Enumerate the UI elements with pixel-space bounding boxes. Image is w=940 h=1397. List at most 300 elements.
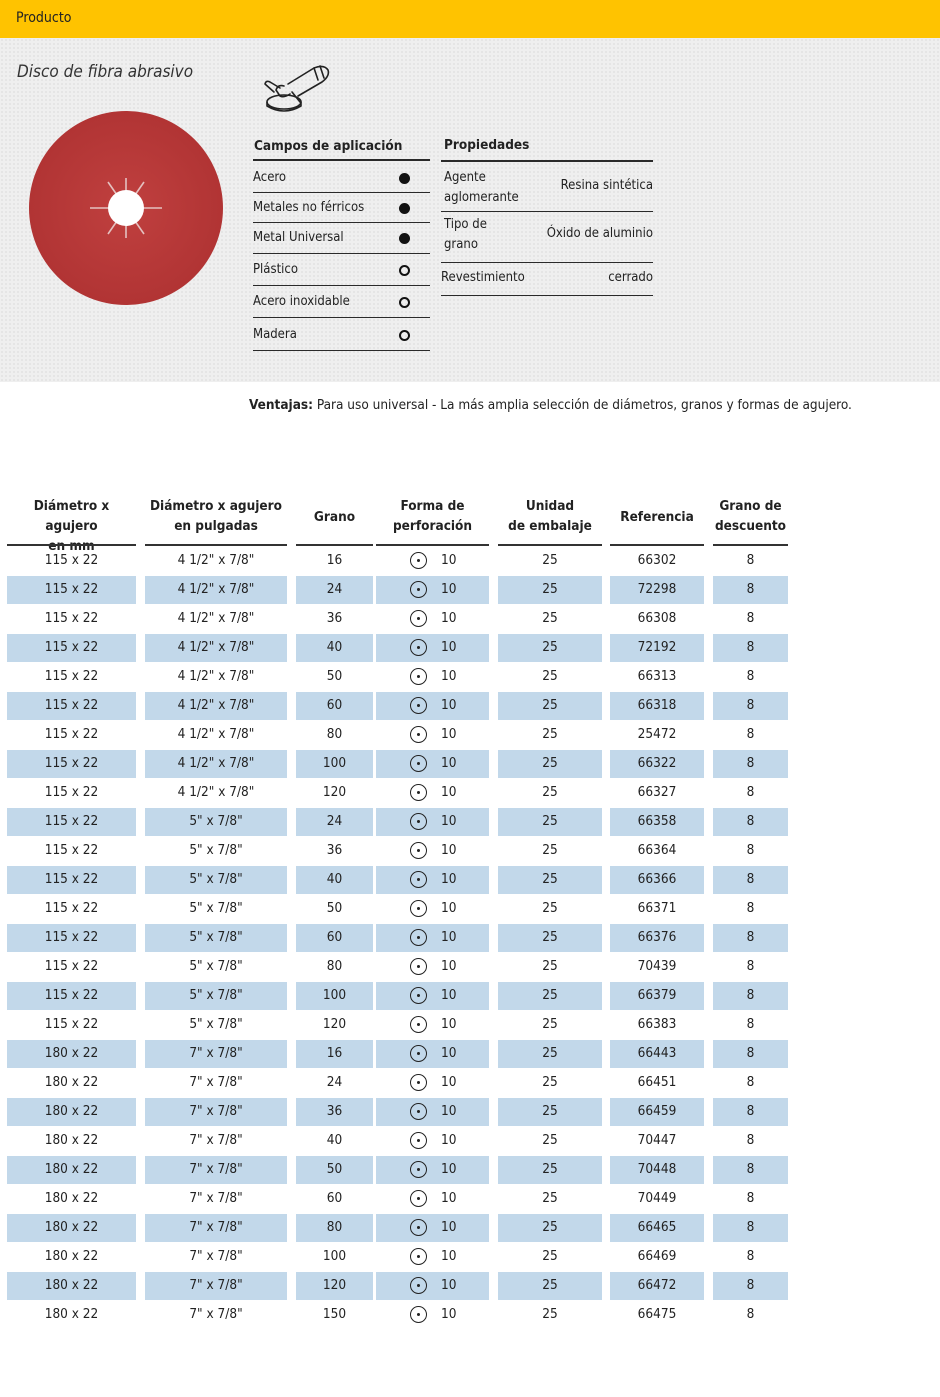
cell-grit: 16 (326, 552, 343, 568)
cell-pack-unit: 25 (542, 639, 558, 655)
cell-reference: 66475 (637, 1306, 677, 1322)
header-line: Diámetro x agujero (149, 498, 283, 514)
cell-diameter-mm: 115 x 22 (44, 726, 99, 742)
divider (441, 262, 653, 263)
cell-reference: 25472 (637, 726, 677, 742)
cell-reference: 72298 (637, 581, 677, 597)
cell-reference: 72192 (637, 639, 677, 655)
cell-pack-unit: 25 (542, 987, 558, 1003)
perforation-count: 10 (441, 987, 457, 1003)
cell-reference: 70439 (637, 958, 677, 974)
cell-discount-grit: 8 (746, 581, 755, 597)
cell-reference: 66366 (637, 871, 677, 887)
divider (253, 192, 430, 193)
header-line: Grano (313, 509, 356, 525)
perforation-count: 10 (441, 1045, 457, 1061)
cell-diameter-mm: 180 x 22 (44, 1190, 99, 1206)
properties-title: Propiedades (444, 137, 530, 153)
cell-diameter-inch: 4 1/2" x 7/8" (177, 639, 255, 655)
cell-reference: 66451 (637, 1074, 677, 1090)
property-row (441, 168, 653, 210)
perforation-icon (410, 987, 427, 1004)
cell-perforation (376, 952, 489, 981)
cell-discount-grit: 8 (746, 900, 755, 916)
cell-perforation (376, 865, 489, 894)
perforation-count: 10 (441, 871, 457, 887)
cell-pack-unit: 25 (542, 697, 558, 713)
cell-diameter-mm: 180 x 22 (44, 1248, 99, 1264)
cell-pack-unit: 25 (542, 1248, 558, 1264)
cell-grit: 50 (326, 668, 343, 684)
cell-perforation (376, 662, 489, 691)
perforation-icon (410, 1103, 427, 1120)
cell-reference: 66376 (637, 929, 677, 945)
perforation-count: 10 (441, 639, 457, 655)
perforation-icon (410, 929, 427, 946)
cell-perforation (376, 1039, 489, 1068)
header-perforation (376, 496, 489, 536)
application-label: Madera (253, 327, 297, 342)
application-row (253, 294, 430, 324)
perforation-icon (410, 1248, 427, 1265)
cell-grit: 16 (326, 1045, 343, 1061)
cell-grit: 50 (326, 1161, 343, 1177)
cell-diameter-inch: 7" x 7/8" (189, 1306, 243, 1322)
property-value: Resina sintética (560, 178, 653, 193)
property-key: Revestimiento (441, 270, 525, 285)
cell-pack-unit: 25 (542, 871, 558, 887)
cell-diameter-inch: 5" x 7/8" (189, 929, 243, 945)
cell-discount-grit: 8 (746, 929, 755, 945)
cell-diameter-mm: 115 x 22 (44, 639, 99, 655)
angle-grinder-icon (262, 62, 334, 118)
cell-grit: 50 (326, 900, 343, 916)
cell-perforation (376, 807, 489, 836)
cell-pack-unit: 25 (542, 784, 558, 800)
cell-diameter-inch: 7" x 7/8" (189, 1132, 243, 1148)
divider (441, 160, 653, 162)
perforation-count: 10 (441, 929, 457, 945)
cell-reference: 70449 (637, 1190, 677, 1206)
header-line: de embalaje (508, 518, 592, 534)
cell-pack-unit: 25 (542, 813, 558, 829)
cell-discount-grit: 8 (746, 726, 755, 742)
cell-discount-grit: 8 (746, 1045, 755, 1061)
perforation-count: 10 (441, 900, 457, 916)
cell-discount-grit: 8 (746, 639, 755, 655)
filled-dot-icon (399, 203, 410, 214)
cell-discount-grit: 8 (746, 1074, 755, 1090)
property-value: Óxido de aluminio (546, 226, 653, 241)
cell-diameter-inch: 7" x 7/8" (189, 1103, 243, 1119)
cell-perforation (376, 575, 489, 604)
property-row (441, 215, 653, 257)
perforation-icon (410, 581, 427, 598)
cell-diameter-inch: 4 1/2" x 7/8" (177, 552, 255, 568)
cell-discount-grit: 8 (746, 1132, 755, 1148)
cell-grit: 36 (326, 610, 343, 626)
cell-diameter-mm: 115 x 22 (44, 552, 99, 568)
cell-reference: 66383 (637, 1016, 677, 1032)
cell-diameter-mm: 180 x 22 (44, 1103, 99, 1119)
cell-diameter-mm: 180 x 22 (44, 1074, 99, 1090)
perforation-count: 10 (441, 958, 457, 974)
perforation-icon (410, 755, 427, 772)
cell-pack-unit: 25 (542, 726, 558, 742)
cell-pack-unit: 25 (542, 929, 558, 945)
perforation-count: 10 (441, 1016, 457, 1032)
cell-reference: 70447 (637, 1132, 677, 1148)
cell-diameter-inch: 7" x 7/8" (189, 1190, 243, 1206)
application-row (253, 170, 430, 200)
cell-perforation (376, 1155, 489, 1184)
cell-grit: 100 (322, 1248, 347, 1264)
cell-grit: 24 (326, 581, 343, 597)
perforation-count: 10 (441, 1306, 457, 1322)
cell-discount-grit: 8 (746, 842, 755, 858)
perforation-count: 10 (441, 668, 457, 684)
cell-diameter-inch: 5" x 7/8" (189, 958, 243, 974)
perforation-icon (410, 552, 427, 569)
cell-diameter-mm: 115 x 22 (44, 610, 99, 626)
cell-diameter-mm: 180 x 22 (44, 1161, 99, 1177)
cell-grit: 60 (326, 697, 343, 713)
perforation-icon (410, 1161, 427, 1178)
perforation-count: 10 (441, 610, 457, 626)
perforation-count: 10 (441, 697, 457, 713)
application-label: Acero (253, 170, 287, 185)
cell-perforation (376, 836, 489, 865)
cell-diameter-mm: 180 x 22 (44, 1045, 99, 1061)
perforation-icon (410, 1132, 427, 1149)
application-row (253, 230, 430, 260)
cell-perforation (376, 1213, 489, 1242)
perforation-icon (410, 958, 427, 975)
cell-reference: 66322 (637, 755, 677, 771)
perforation-count: 10 (441, 1190, 457, 1206)
cell-grit: 24 (326, 813, 343, 829)
cell-pack-unit: 25 (542, 1161, 558, 1177)
product-title: Disco de fibra abrasivo (17, 62, 194, 82)
perforation-icon (410, 1045, 427, 1062)
application-label: Metales no férricos (253, 200, 365, 215)
perforation-icon (410, 1219, 427, 1236)
cell-reference: 70448 (637, 1161, 677, 1177)
header-grit (296, 507, 373, 527)
empty-dot-icon (399, 330, 410, 341)
cell-pack-unit: 25 (542, 1190, 558, 1206)
cell-grit: 100 (322, 987, 347, 1003)
cell-diameter-inch: 4 1/2" x 7/8" (177, 755, 255, 771)
cell-pack-unit: 25 (542, 1219, 558, 1235)
cell-perforation (376, 1184, 489, 1213)
perforation-count: 10 (441, 1103, 457, 1119)
cell-perforation (376, 1097, 489, 1126)
cell-discount-grit: 8 (746, 1161, 755, 1177)
divider (253, 159, 430, 161)
fiber-disc-image (28, 110, 224, 306)
perforation-icon (410, 1277, 427, 1294)
cell-diameter-inch: 5" x 7/8" (189, 1016, 243, 1032)
cell-discount-grit: 8 (746, 987, 755, 1003)
perforation-count: 10 (441, 1074, 457, 1090)
cell-reference: 66469 (637, 1248, 677, 1264)
divider (253, 253, 430, 254)
cell-diameter-inch: 5" x 7/8" (189, 871, 243, 887)
perforation-count: 10 (441, 726, 457, 742)
perforation-icon (410, 610, 427, 627)
cell-grit: 36 (326, 1103, 343, 1119)
cell-perforation (376, 778, 489, 807)
cell-grit: 60 (326, 929, 343, 945)
cell-diameter-mm: 115 x 22 (44, 958, 99, 974)
cell-pack-unit: 25 (542, 1306, 558, 1322)
cell-reference: 66318 (637, 697, 677, 713)
perforation-count: 10 (441, 1277, 457, 1293)
cell-discount-grit: 8 (746, 1219, 755, 1235)
empty-dot-icon (399, 297, 410, 308)
application-label: Metal Universal (253, 230, 344, 245)
perforation-icon (410, 639, 427, 656)
cell-pack-unit: 25 (542, 581, 558, 597)
cell-perforation (376, 749, 489, 778)
header-line: descuento (714, 518, 787, 534)
cell-discount-grit: 8 (746, 755, 755, 771)
cell-discount-grit: 8 (746, 813, 755, 829)
cell-discount-grit: 8 (746, 697, 755, 713)
cell-grit: 40 (326, 1132, 343, 1148)
cell-grit: 60 (326, 1190, 343, 1206)
cell-discount-grit: 8 (746, 610, 755, 626)
cell-pack-unit: 25 (542, 1277, 558, 1293)
cell-perforation (376, 604, 489, 633)
cell-pack-unit: 25 (542, 552, 558, 568)
cell-discount-grit: 8 (746, 871, 755, 887)
cell-grit: 24 (326, 1074, 343, 1090)
cell-diameter-inch: 7" x 7/8" (189, 1045, 243, 1061)
cell-discount-grit: 8 (746, 1190, 755, 1206)
cell-diameter-mm: 115 x 22 (44, 987, 99, 1003)
cell-grit: 120 (322, 1016, 347, 1032)
perforation-icon (410, 1016, 427, 1033)
cell-diameter-mm: 115 x 22 (44, 697, 99, 713)
cell-pack-unit: 25 (542, 958, 558, 974)
cell-pack-unit: 25 (542, 1045, 558, 1061)
cell-diameter-mm: 115 x 22 (44, 668, 99, 684)
empty-dot-icon (399, 265, 410, 276)
perforation-icon (410, 900, 427, 917)
cell-perforation (376, 981, 489, 1010)
perforation-count: 10 (441, 1161, 457, 1177)
perforation-count: 10 (441, 1219, 457, 1235)
cell-perforation (376, 720, 489, 749)
perforation-icon (410, 726, 427, 743)
perforation-count: 10 (441, 581, 457, 597)
header-line: en pulgadas (174, 518, 258, 534)
property-row (441, 268, 653, 290)
cell-diameter-mm: 180 x 22 (44, 1219, 99, 1235)
cell-diameter-inch: 5" x 7/8" (189, 987, 243, 1003)
cell-discount-grit: 8 (746, 1306, 755, 1322)
cell-perforation (376, 923, 489, 952)
cell-reference: 66465 (637, 1219, 677, 1235)
advantages-text (249, 397, 852, 413)
cell-discount-grit: 8 (746, 1103, 755, 1119)
cell-discount-grit: 8 (746, 1277, 755, 1293)
cell-diameter-inch: 4 1/2" x 7/8" (177, 697, 255, 713)
cell-diameter-inch: 7" x 7/8" (189, 1219, 243, 1235)
cell-perforation (376, 1300, 489, 1329)
cell-pack-unit: 25 (542, 1074, 558, 1090)
cell-pack-unit: 25 (542, 610, 558, 626)
top-bar (0, 0, 940, 38)
section-title: Producto (16, 10, 72, 26)
perforation-count: 10 (441, 552, 457, 568)
cell-grit: 120 (322, 1277, 347, 1293)
perforation-count: 10 (441, 784, 457, 800)
cell-diameter-inch: 5" x 7/8" (189, 842, 243, 858)
cell-reference: 66472 (637, 1277, 677, 1293)
cell-diameter-mm: 115 x 22 (44, 813, 99, 829)
cell-diameter-mm: 115 x 22 (44, 581, 99, 597)
cell-diameter-inch: 5" x 7/8" (189, 813, 243, 829)
cell-diameter-inch: 7" x 7/8" (189, 1277, 243, 1293)
cell-pack-unit: 25 (542, 842, 558, 858)
cell-perforation (376, 1271, 489, 1300)
cell-reference: 66302 (637, 552, 677, 568)
cell-diameter-inch: 4 1/2" x 7/8" (177, 668, 255, 684)
cell-reference: 66371 (637, 900, 677, 916)
cell-perforation (376, 894, 489, 923)
cell-grit: 40 (326, 871, 343, 887)
cell-grit: 100 (322, 755, 347, 771)
perforation-icon (410, 1190, 427, 1207)
cell-pack-unit: 25 (542, 1103, 558, 1119)
cell-diameter-mm: 115 x 22 (44, 1016, 99, 1032)
perforation-icon (410, 871, 427, 888)
header-line: Unidad (525, 498, 575, 514)
cell-reference: 66308 (637, 610, 677, 626)
header-discount-grit (713, 496, 788, 536)
cell-grit: 36 (326, 842, 343, 858)
cell-perforation (376, 633, 489, 662)
application-row (253, 327, 430, 357)
cell-reference: 66459 (637, 1103, 677, 1119)
divider (253, 222, 430, 223)
cell-pack-unit: 25 (542, 1132, 558, 1148)
cell-diameter-inch: 4 1/2" x 7/8" (177, 581, 255, 597)
header-line: Grano de (719, 498, 782, 514)
divider (253, 285, 430, 286)
application-label: Acero inoxidable (253, 294, 350, 309)
cell-diameter-inch: 4 1/2" x 7/8" (177, 610, 255, 626)
application-row (253, 200, 430, 230)
cell-grit: 120 (322, 784, 347, 800)
cell-diameter-mm: 115 x 22 (44, 900, 99, 916)
cell-diameter-mm: 180 x 22 (44, 1306, 99, 1322)
cell-grit: 40 (326, 639, 343, 655)
perforation-count: 10 (441, 1132, 457, 1148)
perforation-icon (410, 813, 427, 830)
cell-discount-grit: 8 (746, 552, 755, 568)
cell-diameter-mm: 115 x 22 (44, 755, 99, 771)
cell-reference: 66313 (637, 668, 677, 684)
cell-diameter-mm: 115 x 22 (44, 871, 99, 887)
header-line: Forma de (400, 498, 465, 514)
cell-diameter-inch: 4 1/2" x 7/8" (177, 784, 255, 800)
header-line: Diámetro x agujero (33, 498, 110, 534)
cell-reference: 66327 (637, 784, 677, 800)
property-key: Agente aglomerante (444, 170, 519, 205)
header-pack-unit (498, 496, 602, 536)
filled-dot-icon (399, 233, 410, 244)
cell-reference: 66379 (637, 987, 677, 1003)
property-key: Tipo de grano (444, 217, 487, 252)
cell-diameter-mm: 180 x 22 (44, 1132, 99, 1148)
application-row (253, 262, 430, 292)
cell-pack-unit: 25 (542, 1016, 558, 1032)
divider (441, 295, 653, 296)
header-line: perforación (392, 518, 473, 534)
cell-diameter-mm: 180 x 22 (44, 1277, 99, 1293)
cell-grit: 80 (326, 726, 343, 742)
cell-perforation (376, 1010, 489, 1039)
advantages-label: Ventajas: (249, 397, 313, 413)
cell-discount-grit: 8 (746, 958, 755, 974)
cell-diameter-mm: 115 x 22 (44, 929, 99, 945)
cell-discount-grit: 8 (746, 1016, 755, 1032)
cell-perforation (376, 546, 489, 575)
divider (253, 350, 430, 351)
perforation-icon (410, 1074, 427, 1091)
cell-pack-unit: 25 (542, 755, 558, 771)
perforation-icon (410, 668, 427, 685)
perforation-count: 10 (441, 813, 457, 829)
advantages-description: Para uso universal - La más amplia selección de diámetros, granos y formas de agujero. (316, 397, 852, 413)
perforation-count: 10 (441, 1248, 457, 1264)
cell-diameter-inch: 7" x 7/8" (189, 1074, 243, 1090)
cell-reference: 66364 (637, 842, 677, 858)
perforation-count: 10 (441, 842, 457, 858)
perforation-count: 10 (441, 755, 457, 771)
header-line: Referencia (620, 509, 694, 525)
cell-perforation (376, 1068, 489, 1097)
cell-perforation (376, 691, 489, 720)
cell-grit: 80 (326, 1219, 343, 1235)
cell-pack-unit: 25 (542, 668, 558, 684)
cell-diameter-inch: 7" x 7/8" (189, 1161, 243, 1177)
header-diameter-inch (145, 496, 287, 536)
cell-discount-grit: 8 (746, 784, 755, 800)
cell-diameter-inch: 4 1/2" x 7/8" (177, 726, 255, 742)
header-line: en mm (48, 538, 95, 554)
cell-reference: 66358 (637, 813, 677, 829)
filled-dot-icon (399, 173, 410, 184)
perforation-icon (410, 1306, 427, 1323)
cell-reference: 66443 (637, 1045, 677, 1061)
cell-perforation (376, 1242, 489, 1271)
property-value: cerrado (608, 270, 653, 285)
perforation-icon (410, 842, 427, 859)
cell-perforation (376, 1126, 489, 1155)
cell-pack-unit: 25 (542, 900, 558, 916)
divider (441, 211, 653, 212)
header-reference (610, 507, 704, 527)
applications-title: Campos de aplicación (254, 138, 403, 154)
perforation-icon (410, 784, 427, 801)
cell-discount-grit: 8 (746, 668, 755, 684)
cell-diameter-mm: 115 x 22 (44, 842, 99, 858)
